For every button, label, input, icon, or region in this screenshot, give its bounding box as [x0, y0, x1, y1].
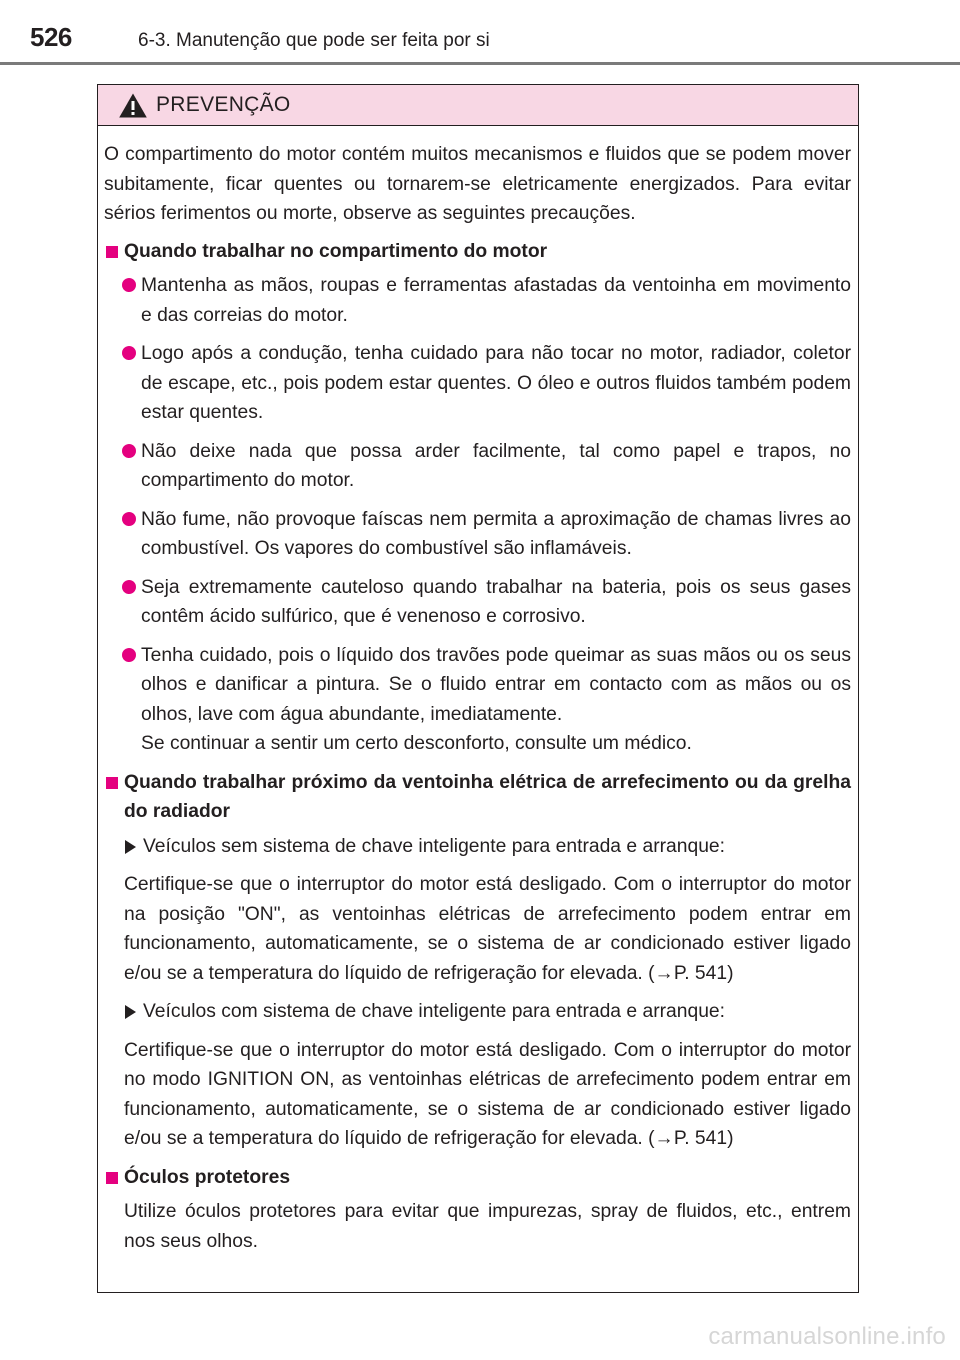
heading-text: Quando trabalhar no compartimento do motor — [124, 240, 548, 262]
square-bullet-icon — [106, 246, 118, 258]
header-divider — [0, 62, 960, 65]
section-heading-cooling-fan — [104, 768, 851, 827]
section-title: 6-3. Manutenção que pode ser feita por si — [138, 30, 490, 51]
triangle-right-icon — [125, 840, 136, 854]
warning-header — [98, 85, 858, 126]
page-number: 526 — [30, 22, 72, 52]
warning-content — [104, 140, 851, 1261]
circle-bullet-icon — [122, 512, 136, 526]
warning-box — [97, 84, 859, 1293]
intro-paragraph: O compartimento do motor contém muitos mecanismos e fluidos que se podem mover subitamente, ficar quentes ou tornarem-se eletricamente energizados. Para evitar sérios ferimentos ou morte, observe as seguintes precauções. — [104, 144, 851, 224]
heading-text: Quando trabalhar próximo da ventoinha elétrica de arrefecimento ou da grelha do radiador — [124, 771, 851, 822]
square-bullet-icon — [106, 1172, 118, 1184]
circle-bullet-icon — [122, 580, 136, 594]
circle-bullet-icon — [122, 444, 136, 458]
vehicle-type-label — [104, 832, 851, 862]
list-item-text: Tenha cuidado, pois o líquido dos travões pode queimar as suas mãos ou os seus olhos e danificar a pintura. Se o fluido entrar em contacto com as mãos ou os olhos, lave com água abundante, imediatamente. — [141, 644, 851, 725]
list-item-text: Não fume, não provoque faíscas nem permita a aproximação de chamas livres ao combustível. Os vapores do combustível são inflamáveis. — [141, 508, 851, 559]
list-item-text: Mantenha as mãos, roupas e ferramentas afastadas da ventoinha em movimento e das correias do motor. — [141, 275, 851, 326]
list-item-text: Seja extremamente cauteloso quando trabalhar na bateria, pois os seus gases contêm ácido sulfúrico, que é venenoso e corrosivo. — [141, 576, 851, 627]
triangle-right-icon — [125, 1005, 136, 1019]
vehicle-type-text: Veículos com sistema de chave inteligente para entrada e arranque: — [143, 1001, 726, 1022]
section-heading-engine-compartment — [104, 237, 851, 267]
vehicle-type-label — [104, 997, 851, 1027]
list-item — [104, 573, 851, 632]
goggles-paragraph: Utilize óculos protetores para evitar que impurezas, spray de fluidos, etc., entrem nos seus olhos. — [124, 1201, 851, 1252]
list-item — [104, 339, 851, 428]
circle-bullet-icon — [122, 648, 136, 662]
list-item — [104, 505, 851, 564]
list-item — [104, 437, 851, 496]
watermark: carmanualsonline.info — [708, 1323, 946, 1350]
vehicle-type-text: Veículos sem sistema de chave inteligente para entrada e arranque: — [143, 835, 726, 857]
circle-bullet-icon — [122, 278, 136, 292]
warning-triangle-icon — [118, 92, 148, 119]
list-item-text: Não deixe nada que possa arder facilmente, tal como papel e trapos, no compartimento do motor. — [141, 440, 851, 491]
circle-bullet-icon — [122, 346, 136, 360]
section-heading-goggles — [104, 1163, 851, 1193]
heading-text: Óculos protetores — [124, 1166, 291, 1188]
list-item-text: Logo após a condução, tenha cuidado para não tocar no motor, radiador, coletor de escape, etc., pois podem estar quentes. O óleo e outros fluidos também podem estar quentes. — [141, 343, 851, 423]
square-bullet-icon — [106, 777, 118, 789]
warning-title: PREVENÇÃO — [156, 93, 291, 116]
list-item-extra-text: Se continuar a sentir um certo desconforto, consulte um médico. — [141, 733, 692, 754]
list-item — [104, 271, 851, 330]
vehicle-type-paragraph: Certifique-se que o interruptor do motor está desligado. Com o interruptor do motor no modo IGNITION ON, as ventoinhas elétricas de arrefecimento podem entrar em funcionamento, automaticamente, se o sistema de ar condicionado estiver ligado e/ou se a temperatura do líquido de refrigeração for elevada. (→P. 541) — [124, 1039, 851, 1149]
list-item — [104, 641, 851, 759]
vehicle-type-paragraph: Certifique-se que o interruptor do motor está desligado. Com o interruptor do motor na posição "ON", as ventoinhas elétricas de arrefecimento podem entrar em funcionamento, automaticamente, se o sistema de ar condicionado estiver ligado e/ou se a temperatura do líquido de refrigeração for elevada. (→P. 541) — [124, 874, 851, 984]
